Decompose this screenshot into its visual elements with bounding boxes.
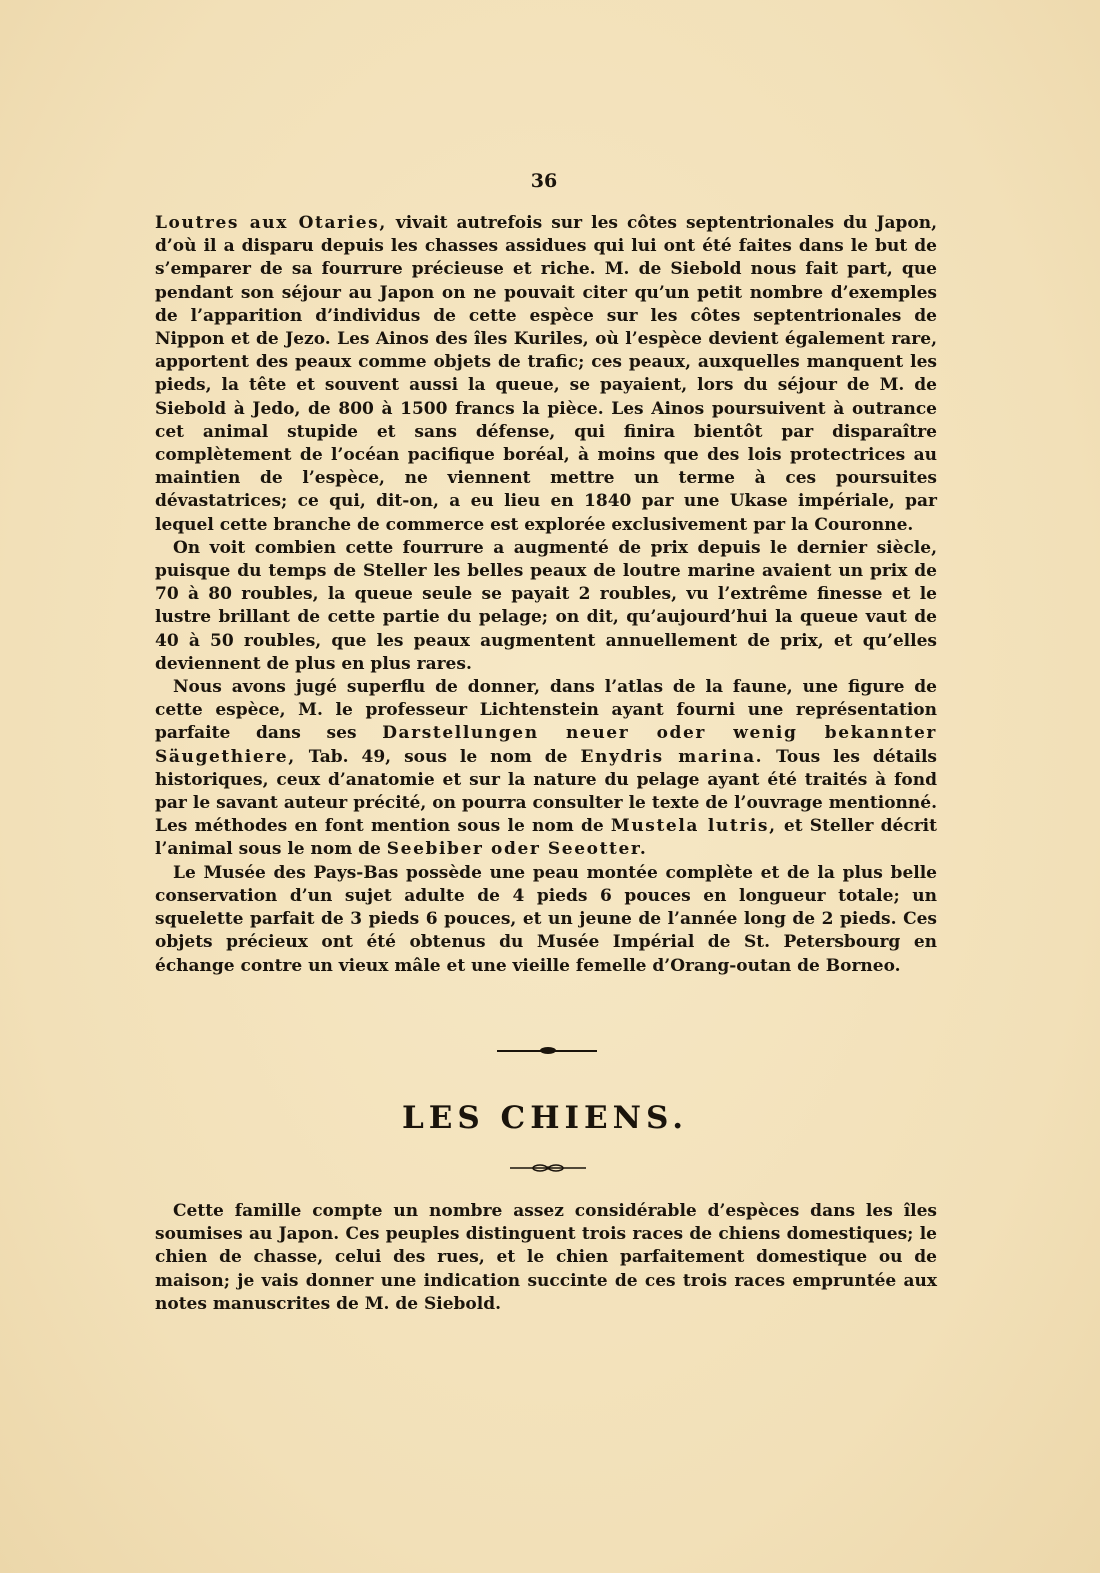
section-divider-ornament bbox=[540, 1047, 556, 1054]
paragraph-lichtenstein-reference bbox=[155, 676, 937, 862]
paragraph-fur-price: On voit combien cette fourrure a augmenté de prix depuis le dernier siècle, puisque du temps de Steller les belles peaux de loutre marine avaient un prix de 70 à 80 roubles, la queue seule se payait 2 roubles, vu l’extrême finesse et le lustre brillant de cette partie du pelage; on dit, qu’aujourd’hui la queue vaut de 40 à 50 roubles, que les peaux augmentent annuellement de prix, et qu’elles deviennent de plus en plus rares. bbox=[155, 537, 937, 674]
species-name-seebiber: Seebiber oder Seeotter. bbox=[386, 839, 648, 860]
text-run: et Steller décrit l’animal sous le nom de bbox=[155, 816, 937, 860]
title-ornament-icon bbox=[510, 1163, 586, 1173]
work-title: Darstellungen neuer oder wenig bekannter Säugethiere, bbox=[155, 723, 937, 767]
paragraph-museum-specimens: Le Musée des Pays-Bas possède une peau montée complète et de la plus belle conservation d’un sujet adulte de 4 pieds 6 pouces en longueur totale; un squelette parfait de 3 pieds 6 pouces, et un jeune de l’année long de 2 pieds. Ces objets précieux ont été obtenus du Musée Impérial de St. Petersbourg en échange contre un vieux mâle et une vieille femelle d’Orang-outan de Borneo. bbox=[155, 862, 937, 976]
paragraph-sea-otter-range bbox=[155, 212, 937, 537]
section-title: LES CHIENS. bbox=[401, 1100, 689, 1136]
page-number: 36 bbox=[530, 170, 558, 192]
text-run: Tab. 49, sous le nom de bbox=[295, 746, 581, 767]
species-name-enydris: Enydris marina. bbox=[580, 746, 764, 767]
paragraph-dog-races: Cette famille compte un nombre assez considérable d’espèces dans les îles soumises au Japon. Ces peuples distinguent trois races de chiens domestiques; le chien de chasse, celui des rues, et le chien parfaitement domestique ou de maison; je vais donner une indication succinte de ces trois races empruntée aux notes manuscrites de M. de Siebold. bbox=[155, 1201, 937, 1314]
dogs-text-block bbox=[155, 1200, 937, 1316]
paragraph-text: vivait autrefois sur les côtes septentrionales du Japon, d’où il a disparu depuis les chasses assidues qui lui ont été faites dans le but de s’emparer de sa fourrure précieuse et riche. M. de Siebold nous fait part, que pendant son séjour au Japon on ne pouvait citer qu’un petit nombre d’exemples de l’apparition d’individus de cette espèce sur les côtes septentrionales de Nippon et de Jezo. Les Ainos des îles Kuriles, où l’espèce devient également rare, apportent des peaux comme objets de trafic; ces peaux, auxquelles manquent les pieds, la tête et souvent aussi la queue, se payaient, lors du séjour de M. de Siebold à Jedo, de 800 à 1500 francs la pièce. Les Ainos poursuivent à outrance cet animal stupide et sans défense, qui finira bientôt par disparaître complètement de l’océan pacifique boréal, à moins que des lois protectrices au maintien de l’espèce, ne viennent mettre un terme à ces poursuites dévastatrices; ce qui, dit-on, a eu lieu en 1840 par une Ukase impériale, par lequel cette branche de commerce est explorée exclusivement par la Couronne. bbox=[155, 213, 937, 535]
lead-phrase: Loutres aux Otaries, bbox=[155, 213, 387, 233]
otter-text-block bbox=[155, 212, 937, 978]
text-run: Nous avons jugé superflu de donner, dans l’atlas de la faune, une figure de cette espèce, M. le professeur Lichtenstein ayant fourni une représentation parfaite dans ses bbox=[155, 677, 937, 744]
text-run: Tous les détails historiques, ceux d’anatomie et sur la nature du pelage ayant été traités à fond par le savant auteur précité, on pourra consulter le texte de l’ouvrage mentionné. Les méthodes en font mention sous le nom de bbox=[155, 746, 937, 837]
species-name-mustela: Mustela lutris, bbox=[610, 816, 777, 837]
